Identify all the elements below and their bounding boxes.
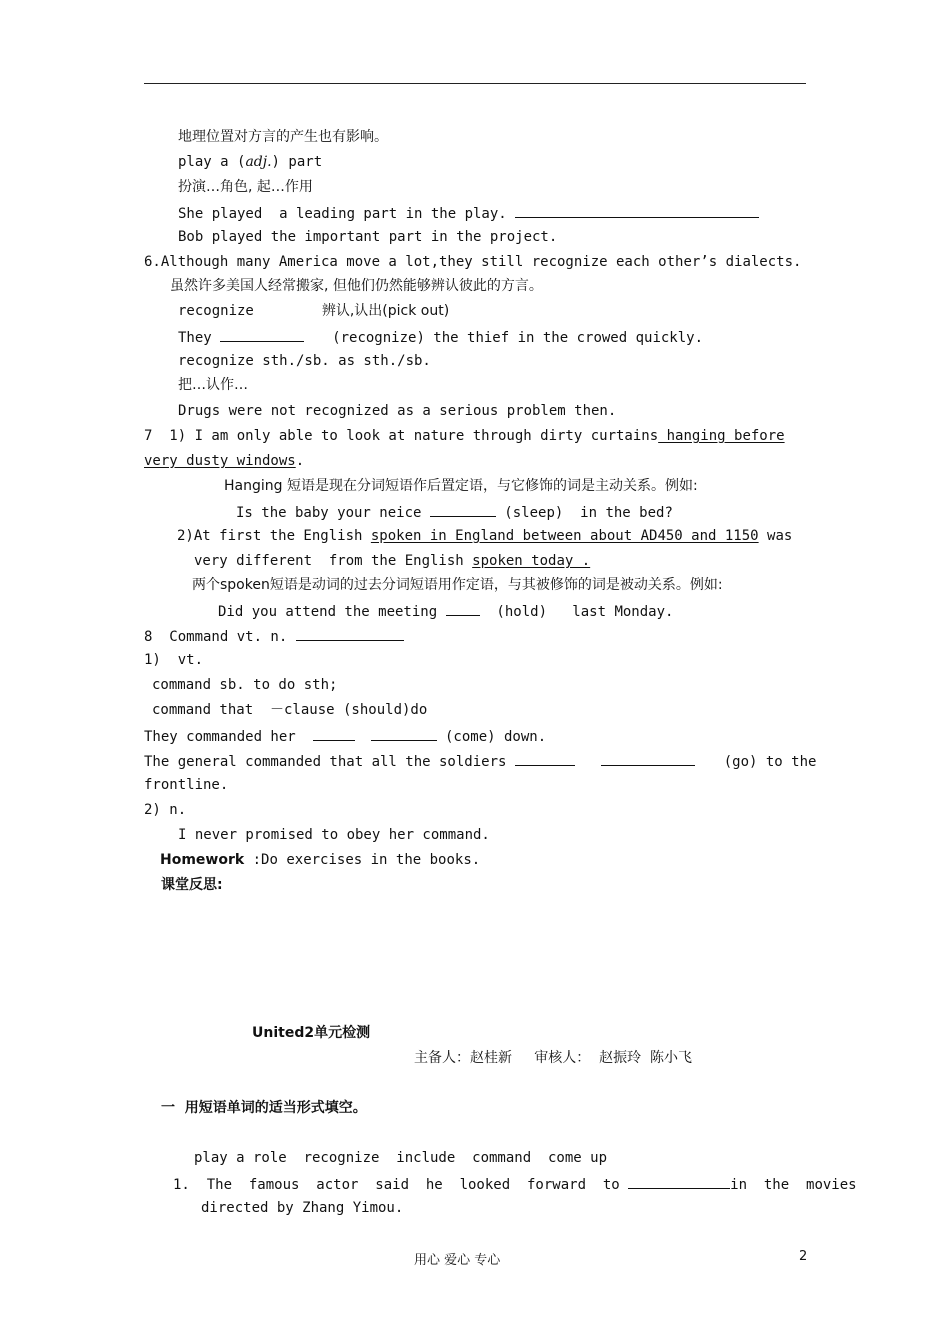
text-line: 2)At first the English spoken in England between about AD450 and 1150 was [177,528,793,544]
answer-blank[interactable] [430,502,496,517]
text-line: recognize sth./sb. as sth./sb. [178,353,431,369]
text-line: Drugs were not recognized as a serious problem then. [178,403,617,419]
answer-blank[interactable] [371,726,437,741]
text-line: command that －clause (should)do [152,702,428,718]
word-bank: play a role recognize include command come up [194,1150,608,1166]
text-line: 把…认作… [178,377,248,393]
text-line: 两个spoken短语是动词的过去分词短语用作定语，与其被修饰的词是被动关系。例如: [192,577,723,593]
homework-line: Homework :Do exercises in the books. [160,852,481,868]
answer-blank[interactable] [296,626,404,641]
answer-blank[interactable] [628,1174,730,1189]
text-line: Did you attend the meeting (hold) last Monday. [218,601,673,621]
text-line: 地理位置对方言的产生也有影响。 [178,129,388,145]
text-line: Hanging 短语是现在分词短语作后置定语，与它修饰的词是主动关系。例如: [224,478,698,494]
answer-blank[interactable] [446,601,480,616]
header-rule [144,83,806,84]
text-line: 虽然许多美国人经常搬家, 但他们仍然能够辨认彼此的方言。 [170,278,543,294]
text-line: Is the baby your neice (sleep) in the bed? [236,502,673,522]
answer-blank[interactable] [515,203,759,218]
text-line: They (recognize) the thief in the crowed quickly. [178,327,703,347]
text-line: I never promised to obey her command. [178,827,490,843]
unit-title: United2单元检测 [252,1025,371,1041]
text-line: command sb. to do sth; [152,677,338,693]
question-line: 1. The famous actor said he looked forward to in the movies [173,1174,857,1194]
text-line: 1) vt. [144,652,204,668]
page-footer: 用心 爱心 专心 [414,1253,501,1268]
text-line: 7 1) I am only able to look at nature through dirty curtains hanging before [144,428,785,444]
authors-line: 主备人：赵桂新 审核人： 赵振玲 陈小飞 [414,1050,693,1066]
text-line: frontline. [144,777,229,793]
text-line: play a (adj.) part [178,154,323,170]
text-line: recognize 辨认,认出(pick out) [178,303,450,319]
answer-blank[interactable] [515,751,575,766]
text-line: She played a leading part in the play. [178,203,759,223]
text-line: 6.Although many America move a lot,they still recognize each other’s dialects. [144,254,802,270]
text-line: Bob played the important part in the project. [178,229,558,245]
text-line: 2) n. [144,802,187,818]
text-line: 扮演…角色, 起…作用 [178,179,313,195]
text-line: 8 Command vt. n. [144,626,404,646]
text-line: very dusty windows. [144,453,305,469]
answer-blank[interactable] [220,327,304,342]
question-line: directed by Zhang Yimou. [201,1200,404,1216]
answer-blank[interactable] [601,751,695,766]
answer-blank[interactable] [313,726,355,741]
text-line: They commanded her (come) down. [144,726,546,746]
text-line: very different from the English spoken today . [194,553,591,569]
page-number: 2 [799,1249,808,1264]
section-heading: 一 用短语单词的适当形式填空。 [161,1100,367,1116]
text-line: The general commanded that all the soldiers (go) to the [144,751,816,771]
reflection-heading: 课堂反思: [161,877,223,893]
